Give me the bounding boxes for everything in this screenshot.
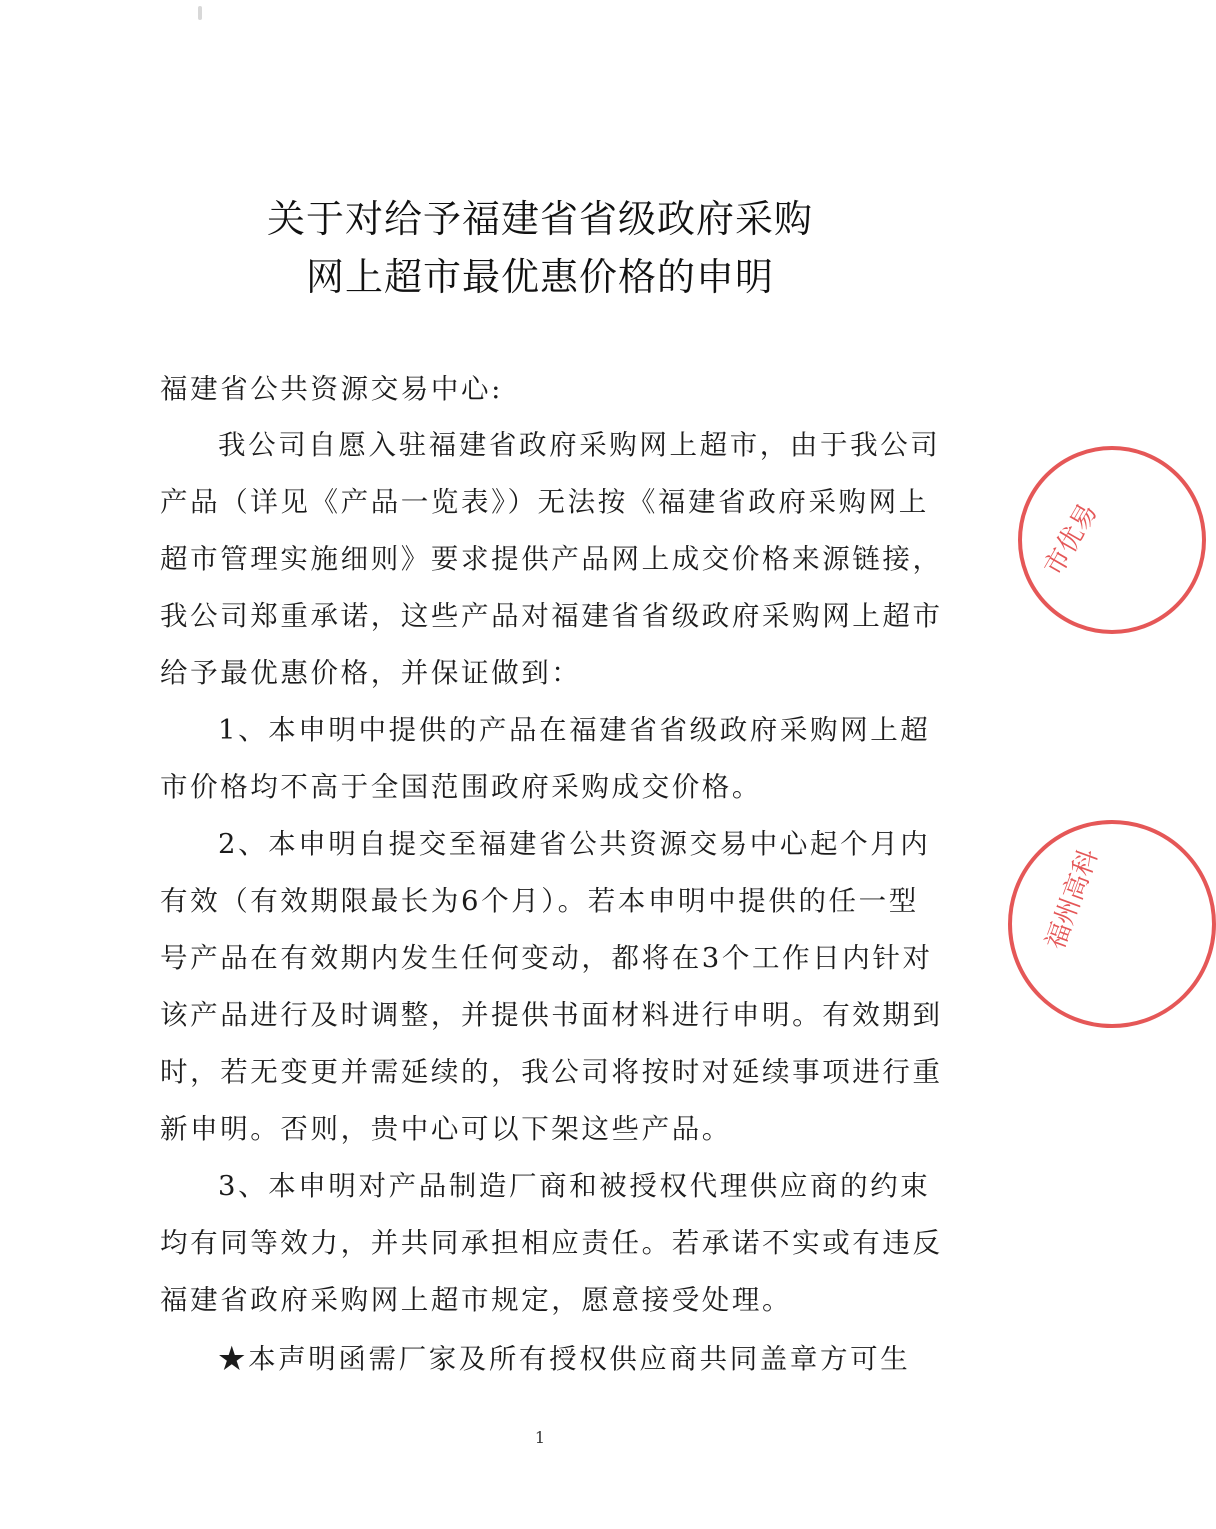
item2-line-6: 新申明。否则，贵中心可以下架这些产品。 [160,1113,732,1145]
seal-2-text: 福州高科 [1040,845,1105,954]
item2-line-1: 2、本申明自提交至福建省公共资源交易中心起个月内 [218,828,931,860]
page-number: 1 [534,1428,546,1447]
item3-line-2: 均有同等效力，并共同承担相应责任。若承诺不实或有违反 [160,1227,943,1259]
seal-1-text: 市优易 [1038,498,1104,582]
item2-line-2: 有效（有效期限最长为6个月）。若本申明中提供的任一型 [160,885,919,917]
item2-line-3: 号产品在有效期内发生任何变动，都将在3个工作日内针对 [160,942,933,974]
item2-line-5: 时，若无变更并需延续的，我公司将按时对延续事项进行重 [160,1056,943,1088]
paragraph1-line-4: 我公司郑重承诺，这些产品对福建省省级政府采购网上超市 [160,600,943,632]
item1-line-1: 1、本申明中提供的产品在福建省省级政府采购网上超 [218,714,931,746]
scan-smudge [198,6,202,20]
title-line-1: 关于对给予福建省省级政府采购 [266,197,813,241]
paragraph1-line-2: 产品（详见《产品一览表》）无法按《福建省政府采购网上 [160,486,929,518]
item3-line-1: 3、本申明对产品制造厂商和被授权代理供应商的约束 [218,1170,931,1202]
item1-line-2: 市价格均不高于全国范围政府采购成交价格。 [160,771,762,803]
paragraph1-line-1: 我公司自愿入驻福建省政府采购网上超市，由于我公司 [218,429,941,461]
item3-line-3: 福建省政府采购网上超市规定，愿意接受处理。 [160,1284,793,1316]
paragraph1-line-5: 给予最优惠价格，并保证做到： [160,657,582,689]
salutation: 福建省公共资源交易中心: [160,373,503,405]
item2-line-4: 该产品进行及时调整，并提供书面材料进行申明。有效期到 [160,999,943,1031]
note-line: ★本声明函需厂家及所有授权供应商共同盖章方可生 [218,1343,911,1375]
company-seal-2 [1008,820,1216,1028]
title-line-2: 网上超市最优惠价格的申明 [305,255,774,299]
paragraph1-line-3: 超市管理实施细则》要求提供产品网上成交价格来源链接， [160,543,943,575]
